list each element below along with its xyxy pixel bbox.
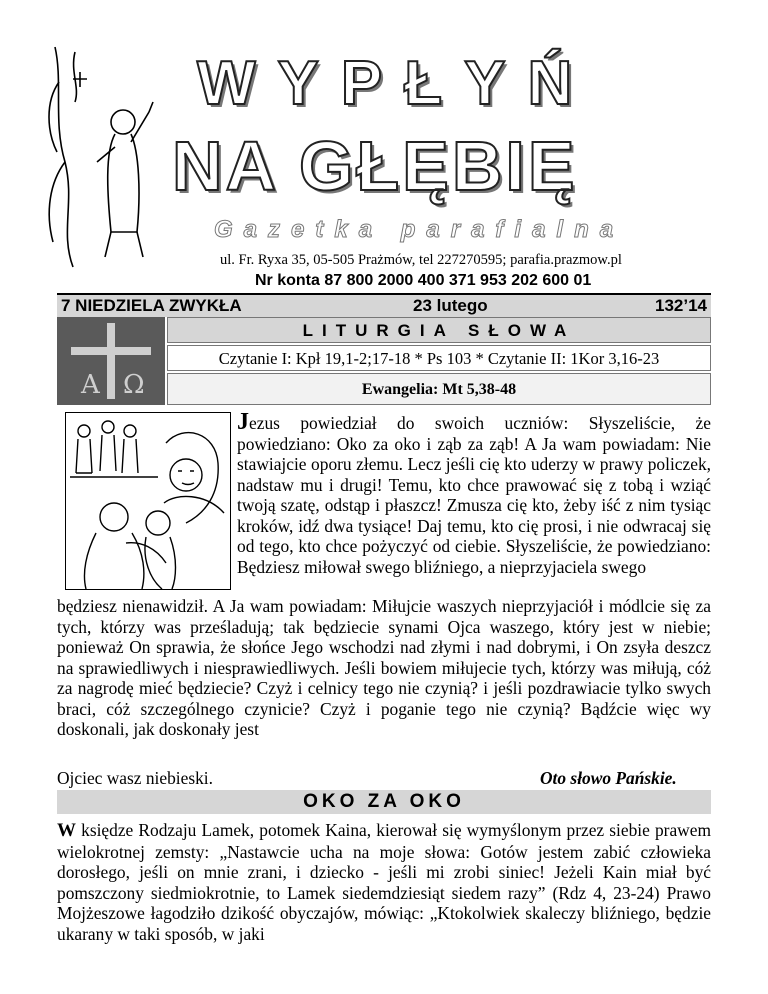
gospel-drop-letter: J — [237, 409, 249, 435]
omega-glyph: Ω — [123, 370, 145, 400]
liturgy-box — [167, 317, 711, 405]
saint-figure-icon — [45, 42, 160, 272]
liturgy-header: LITURGIA SŁOWA — [167, 317, 711, 343]
section-text-body: księdze Rodzaju Lamek, potomek Kaina, kierował się wymyślonym przez siebie prawem wielokrotnej zemsty: „Nastawcie ucha na moje słowa: Gotów jestem zabić człowieka dorosłego, jeśli on mnie zrani, i dziecko - jeśli mi zrobi siniec! Jeżeli Kain miał być pomszczony siedmiokrotnie, to Lamek siedemdziesiąt siedem razy” (Rdz 4, 23-24) Prawo Mojżeszowe łagodziło dzikość obyczajów, mówiąc: „Ktokolwiek skaleczy bliźniego, będzie ukarany w taki sposób, w jaki — [57, 820, 711, 944]
section-text — [57, 820, 711, 944]
section-title: OKO ZA OKO — [57, 790, 711, 814]
gospel-text-bottom: będziesz nienawidził. A Ja wam powiadam: Miłujcie waszych nieprzyjaciół i módlcie się za tych, którzy was prześladują; tak będziecie synami Ojca waszego, który jest w niebie; ponieważ On sprawia, że słońce Jego wschodzi nad złymi i nad dobrymi, i On zsyła deszcz na sprawiedliwych i niesprawiedliwych. Jeśli bowiem miłujecie tych, którzy was miłują, cóż za nagrodę mieć będziecie? Czyż i celnicy tego nie czynią? i jeśli pozdrawiacie tylko swych braci, cóż szczególnego czynicie? Czyż i poganie tego nie czynią? Bądźcie więc wy doskonali, jak doskonały jest — [57, 596, 711, 739]
jesus-disciples-illustration — [65, 412, 231, 590]
gospel-signoff: Oto słowo Pańskie. — [540, 768, 677, 788]
masthead-title-line2: NA GŁĘBIĘ — [172, 127, 578, 205]
gospel-reference: Ewangelia: Mt 5,38-48 — [167, 373, 711, 405]
gospel-text-top — [237, 409, 711, 577]
alpha-glyph: Α — [81, 370, 100, 400]
section-drop-letter: W — [57, 820, 76, 841]
masthead-subtitle: Gazetka parafialna — [214, 216, 625, 243]
sunday-name: 7 NIEDZIELA ZWYKŁA — [61, 296, 242, 315]
liturgy-readings: Czytanie I: Kpł 19,1-2;17-18 * Ps 103 * Czytanie II: 1Kor 3,16-23 — [167, 345, 711, 371]
parish-address: ul. Fr. Ryxa 35, 05-505 Prażmów, tel 227270595; parafia.prazmow.pl — [220, 252, 622, 268]
issue-number: 132’14 — [655, 296, 707, 315]
gospel-last-line: Ojciec wasz niebieski. — [57, 768, 213, 788]
masthead-title-line1: WYPŁYŃ — [197, 49, 595, 118]
issue-info-bar — [57, 293, 711, 317]
alpha-omega-cross-icon — [57, 317, 165, 405]
gospel-text-top-body: ezus powiedział do swoich uczniów: Słyszeliście, że powiedziano: Oko za oko i ząb za ząb! A Ja wam powiadam: Nie stawiajcie oporu złemu. Lecz jeśli cię kto uderzy w prawy policzek, nadstaw mu i drugi! Temu, kto chce prawować się z tobą i wziąć twoją szatę, odstąp i płaszcz! Zmusza cię kto, żeby iść z nim tysiąc kroków, idź dwa tysiące! Daj temu, kto cię prosi, i nie odwracaj się od tego, kto chce pożyczyć od ciebie. Słyszeliście, że powiedziano: Będziesz miłował swego bliźniego, a nieprzyjaciela swego — [237, 413, 711, 577]
bank-account: Nr konta 87 800 2000 400 371 953 202 600 01 — [255, 272, 592, 289]
issue-date: 23 lutego — [413, 296, 488, 315]
